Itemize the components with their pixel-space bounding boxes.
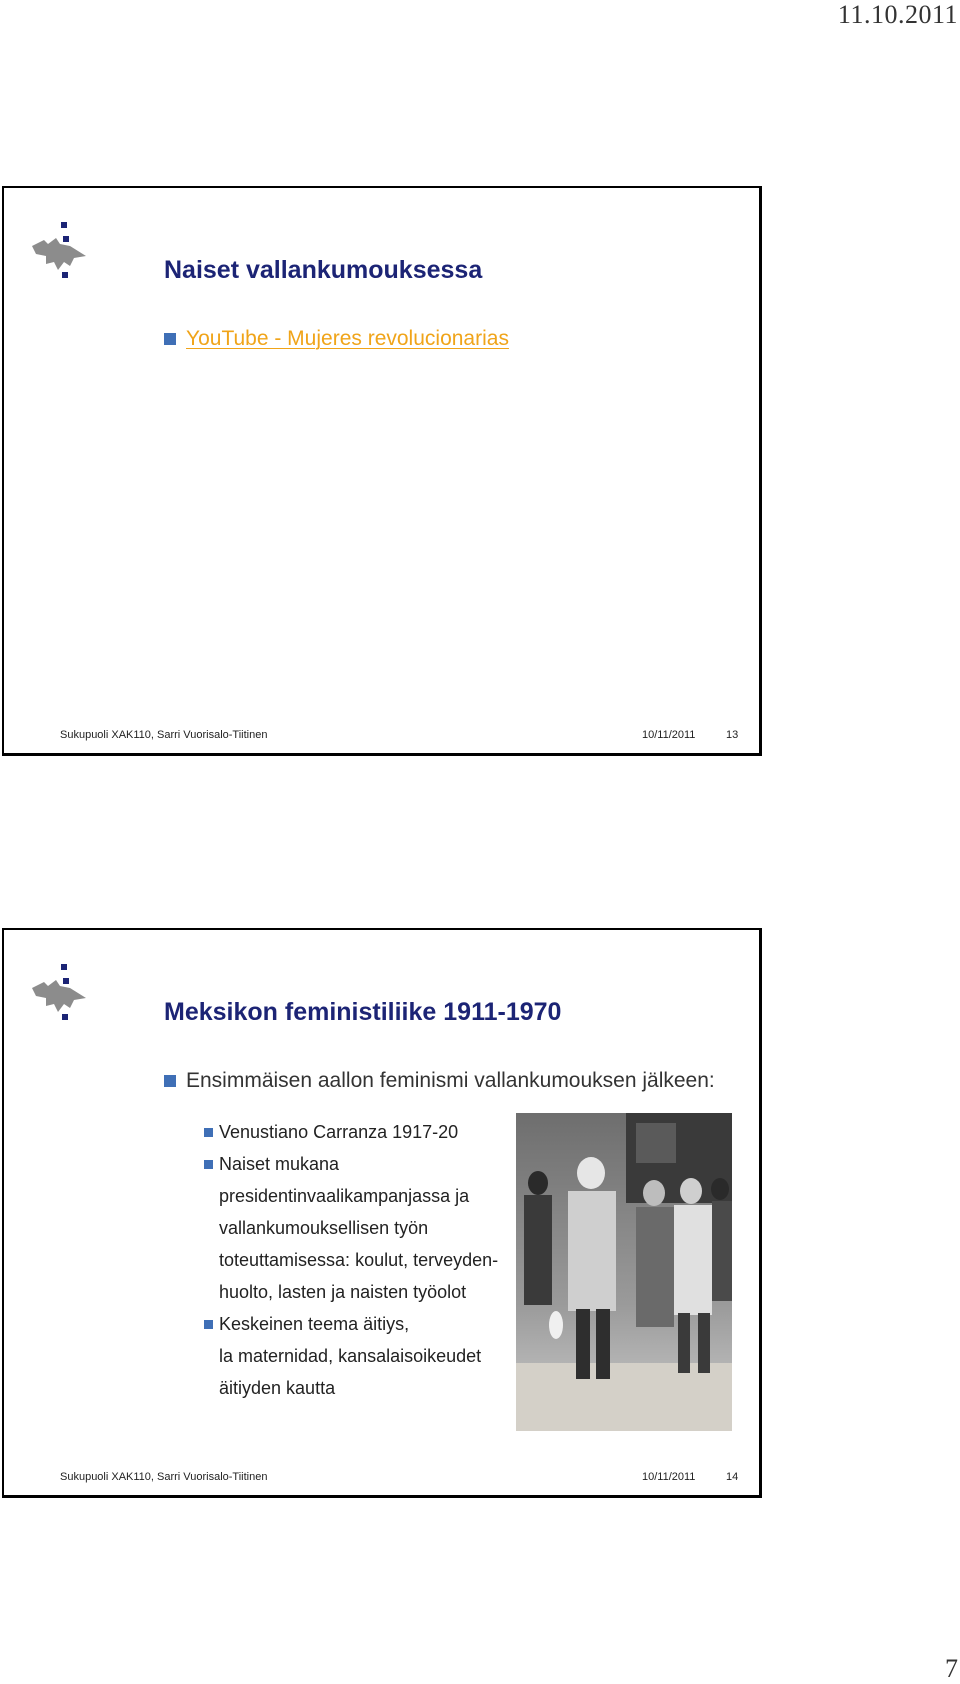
square-bullet-icon (204, 1160, 213, 1169)
bullet-text: Ensimmäisen aallon feminismi vallankumouksen jälkeen: (186, 1069, 715, 1092)
historical-group-photo (516, 1113, 732, 1431)
footer-date: 10/11/2011 (642, 1471, 696, 1483)
slide-13 (2, 186, 762, 756)
sub-bullet-list (204, 1116, 504, 1404)
list-item: Keskeinen teema äitiys, la maternidad, kansalaisoikeudet äitiyden kautta (204, 1308, 504, 1404)
square-bullet-icon (164, 1075, 176, 1087)
bullet-item (164, 327, 509, 351)
slide-14 (2, 928, 762, 1498)
square-bullet-icon (164, 333, 176, 345)
footer-course: Sukupuoli XAK110, Sarri Vuorisalo-Tiitinen (60, 729, 268, 741)
square-bullet-icon (204, 1320, 213, 1329)
university-logo (30, 222, 100, 284)
page-number: 7 (945, 1654, 958, 1683)
footer-date: 10/11/2011 (642, 729, 696, 741)
youtube-link[interactable]: YouTube - Mujeres revolucionarias (186, 327, 509, 350)
slide-title: Meksikon feministiliike 1911-1970 (164, 998, 562, 1026)
list-item: Naiset mukana presidentinvaalikampanjassa ja vallankumouksellisen työn toteuttamisessa: koulut, terveyden- huolto, lasten ja naisten työolot (204, 1148, 504, 1308)
slide-title: Naiset vallankumouksessa (164, 256, 483, 284)
bullet-item (164, 1069, 715, 1093)
slide-number: 13 (726, 729, 739, 741)
slide-number: 14 (726, 1471, 739, 1483)
list-item: Venustiano Carranza 1917-20 (204, 1116, 504, 1148)
square-bullet-icon (204, 1128, 213, 1137)
page-date: 11.10.2011 (837, 0, 958, 29)
footer-course: Sukupuoli XAK110, Sarri Vuorisalo-Tiitinen (60, 1471, 268, 1483)
university-logo (30, 964, 100, 1026)
